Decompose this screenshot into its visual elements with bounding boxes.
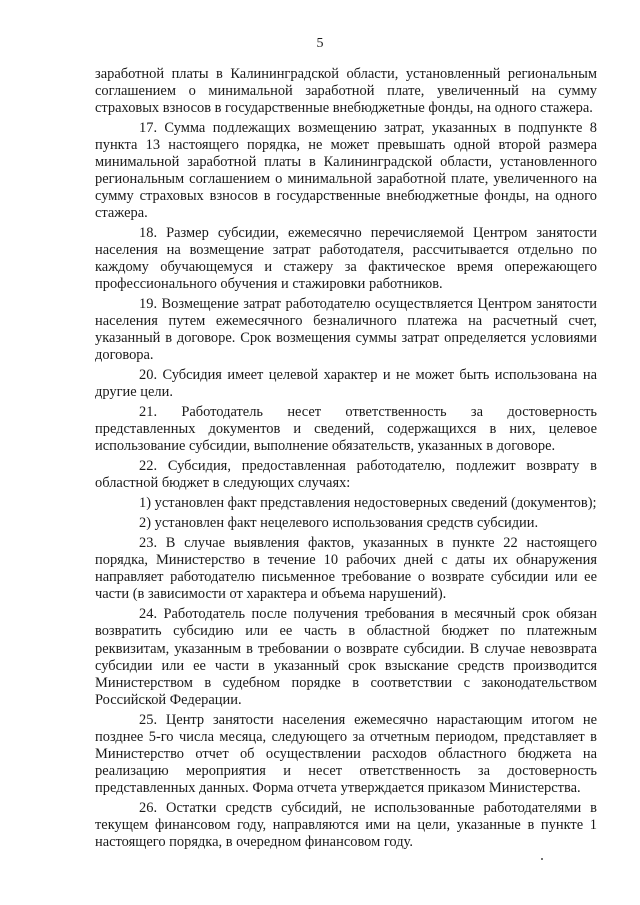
paragraph-2: 17. Сумма подлежащих возмещению затрат, указанных в подпункте 8 пункта 13 настоящего порядка, не может превышать одной второй размера минимальной заработной платы в Калининградской области, установленного региональным соглашением о минимальной заработной плате, увеличенного на сумму страховых взносов в государственные внебюджетные фонды, на одного стажера. [95, 120, 597, 222]
paragraph-3: 18. Размер субсидии, ежемесячно перечисляемой Центром занятости населения на возмещение затрат работодателя, рассчитывается отдельно по каждому обучающемуся и стажеру за фактическое время опережающего профессионального обучения и стажировки работников. [95, 225, 597, 293]
paragraph-8: 1) установлен факт представления недостоверных сведений (документов); [139, 495, 597, 512]
paragraph-11: 24. Работодатель после получения требования в месячный срок обязан возвратить субсидию или ее часть в областной бюджет по платежным реквизитам, указанным в требовании о возврате субсидии. В случае невозврата субсидии или ее части в указанный срок взыскание средств производится Министерством в судебном порядке в соответствии с законодательством Российской Федерации. [95, 606, 597, 708]
paragraph-5: 20. Субсидия имеет целевой характер и не может быть использована на другие цели. [95, 367, 597, 401]
scan-artifact-dot [541, 858, 543, 860]
paragraph-1: заработной платы в Калининградской области, установленный региональным соглашением о минимальной заработной плате, увеличенный на сумму страховых взносов в государственные внебюджетные фонды, на одного стажера. [95, 66, 597, 117]
paragraph-13: 26. Остатки средств субсидий, не использованные работодателями в текущем финансовом году, направляются ими на цели, указанные в пункте 1 настоящего порядка, в очередном финансовом году. [95, 799, 597, 850]
paragraph-4: 19. Возмещение затрат работодателю осуществляется Центром занятости населения путем ежемесячного безналичного платежа на расчетный счет, указанный в договоре. Срок возмещения суммы затрат определяется условиями договора. [95, 296, 597, 364]
page-number: 5 [316, 36, 324, 51]
paragraph-7: 22. Субсидия, предоставленная работодателю, подлежит возврату в областной бюджет в следующих случаях: [95, 458, 597, 492]
paragraph-12: 25. Центр занятости населения ежемесячно нарастающим итогом не позднее 5-го числа месяца, следующего за отчетным периодом, представляет в Министерство отчет об осуществлении расходов областного бюджета на реализацию мероприятия и несет ответственность за достоверность представленных данных. Форма отчета утверждается приказом Министерства. [95, 711, 597, 796]
paragraph-10: 23. В случае выявления фактов, указанных в пункте 22 настоящего порядка, Министерство в течение 10 рабочих дней с даты их обнаружения направляет работодателю письменное требование о возврате субсидии или ее части (в зависимости от характера и объема нарушений). [95, 535, 597, 603]
paragraph-9: 2) установлен факт нецелевого использования средств субсидии. [139, 515, 539, 532]
paragraph-6: 21. Работодатель несет ответственность за достоверность представленных документов и сведений, содержащихся в них, целевое использование субсидии, выполнение обязательств, указанных в договоре. [95, 404, 597, 455]
document-body [95, 66, 597, 854]
